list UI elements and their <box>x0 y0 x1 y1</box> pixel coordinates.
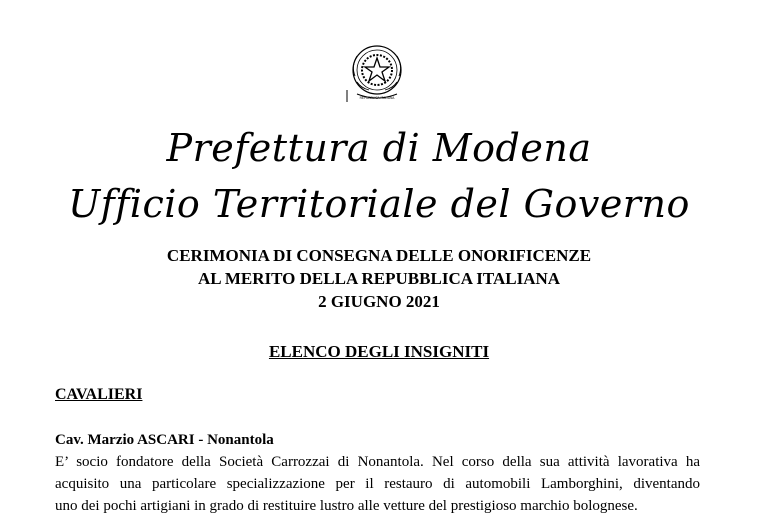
list-title <box>0 341 758 363</box>
section-heading: CAVALIERI <box>55 386 143 403</box>
description-line: uno dei pochi artigiani in grado di restituire lustro alle vetture del prestigioso marchio bolognese. <box>55 498 638 514</box>
list-title-text: ELENCO DEGLI INSIGNITI <box>268 342 490 361</box>
header-prefettura: Prefettura di Modena <box>166 126 592 170</box>
description-line: acquisito una particolare specializzazione per il restauro di automobili Lamborghini, diventando <box>55 476 700 492</box>
ceremony-date: 2 GIUGNO 2021 <box>318 292 440 311</box>
ceremony-line-2: AL MERITO DELLA REPUBBLICA ITALIANA <box>197 269 561 288</box>
ceremony-line-1: CERIMONIA DI CONSEGNA DELLE ONORIFICENZE <box>166 246 592 265</box>
header-ufficio: Ufficio Territoriale del Governo <box>68 182 690 226</box>
description-line: E’ socio fondatore della Società Carrozzai di Nonantola. Nel corso della sua attività lavorativa ha <box>55 454 700 470</box>
emblem-legend: REPUBBLICA ITALIANA <box>359 96 395 100</box>
honoree-name: Cav. Marzio ASCARI - Nonantola <box>55 432 274 448</box>
emblema-repubblica-italiana-icon <box>345 42 409 104</box>
honoree-description <box>55 451 700 517</box>
